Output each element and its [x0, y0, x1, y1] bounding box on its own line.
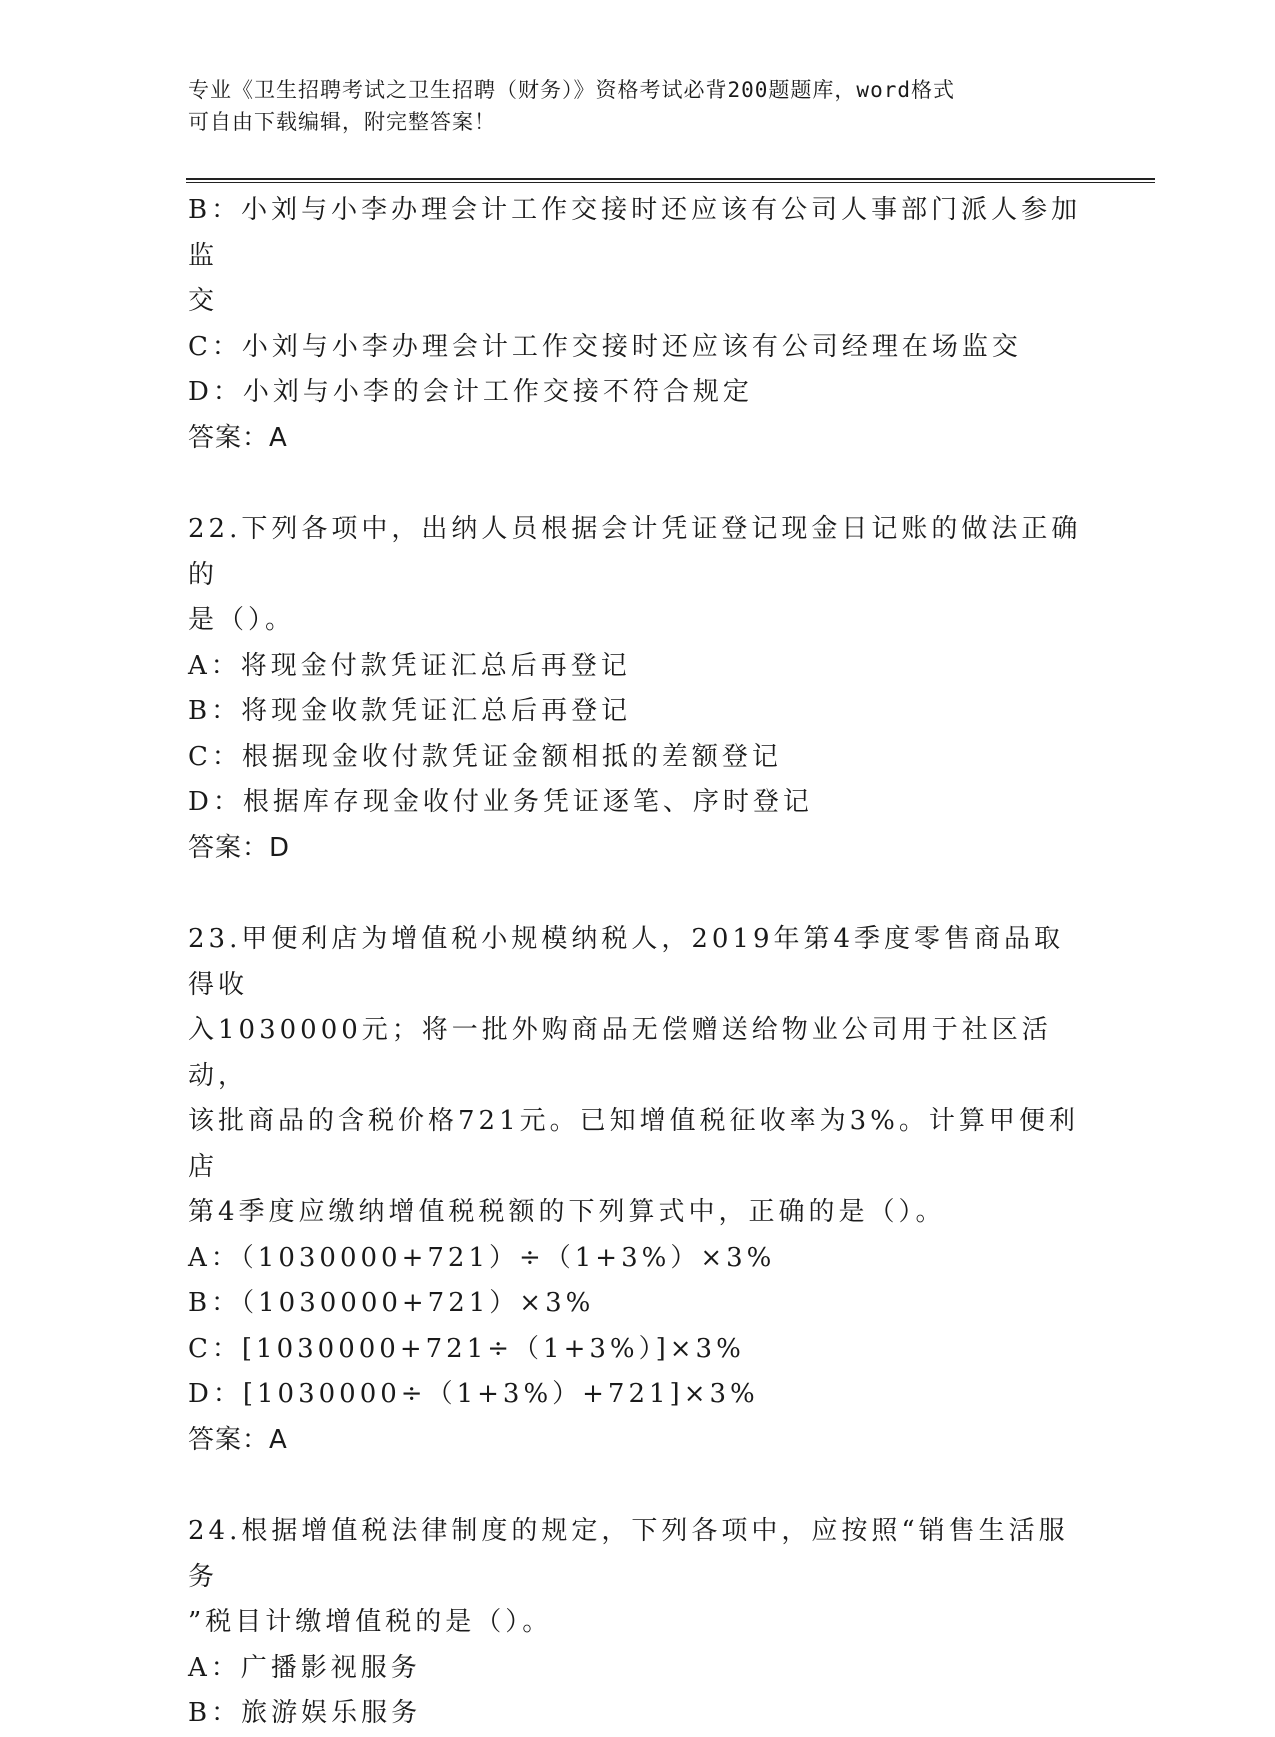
spacer: [188, 871, 1088, 917]
option-c: C：[1030000+721÷（1+3%）]×3%: [188, 1333, 745, 1364]
header-divider-thin: [186, 182, 1155, 183]
question-stem: 24.根据增值税法律制度的规定，下列各项中，应按照“销售生活服务: [188, 1516, 1069, 1592]
option-a: A：（1030000+721）÷（1+3%）×3%: [188, 1242, 776, 1273]
answer: 答案：D: [188, 832, 291, 863]
option-d: D：[1030000÷（1+3%）+721]×3%: [188, 1379, 759, 1409]
option-b: B：（1030000+721）×3%: [188, 1288, 595, 1318]
option-c: C：小刘与小李办理会计工作交接时还应该有公司经理在场监交: [188, 331, 1022, 362]
answer: 答案：A: [188, 1424, 288, 1455]
question-stem-cont: 第4季度应缴纳增值税税额的下列算式中，正确的是（）。: [188, 1197, 946, 1227]
document-header: [188, 74, 1068, 138]
question-stem-cont: 入1030000元；将一批外购商品无偿赠送给物业公司用于社区活动，: [188, 1015, 1052, 1091]
option-b-cont: 交: [188, 286, 219, 316]
question-list: [188, 188, 1088, 1737]
option-b: B：将现金收款凭证汇总后再登记: [188, 696, 632, 726]
header-line-1: 专业《卫生招聘考试之卫生招聘（财务）》资格考试必背200题题库，word格式: [188, 78, 955, 102]
answer: 答案：A: [188, 422, 288, 453]
question-23: [188, 917, 1088, 1463]
option-a: A：广播影视服务: [188, 1652, 421, 1683]
option-c: C：根据现金收付款凭证金额相抵的差额登记: [188, 741, 782, 772]
header-line-2: 可自由下载编辑，附完整答案！: [188, 110, 496, 134]
header-divider: [186, 178, 1155, 180]
option-b: B：旅游娱乐服务: [188, 1698, 422, 1728]
question-stem-cont: 是（）。: [188, 605, 296, 635]
question-stem-cont: 该批商品的含税价格721元。已知增值税征收率为3%。计算甲便利店: [188, 1106, 1079, 1182]
question-22: [188, 507, 1088, 871]
spacer: [188, 461, 1088, 507]
option-d: D：小刘与小李的会计工作交接不符合规定: [188, 377, 753, 407]
option-a: A：将现金付款凭证汇总后再登记: [188, 650, 631, 681]
question-stem: 22.下列各项中，出纳人员根据会计凭证登记现金日记账的做法正确的: [188, 514, 1082, 590]
spacer: [188, 1463, 1088, 1509]
question-24: [188, 1509, 1088, 1737]
question-stem-cont: ”税目计缴增值税的是（）。: [188, 1607, 553, 1637]
question-stem: 23.甲便利店为增值税小规模纳税人，2019年第4季度零售商品取得收: [188, 924, 1065, 1000]
question-21: [188, 188, 1088, 461]
option-b: B：小刘与小李办理会计工作交接时还应该有公司人事部门派人参加监: [188, 195, 1082, 271]
option-d: D：根据库存现金收付业务凭证逐笔、序时登记: [188, 787, 813, 817]
